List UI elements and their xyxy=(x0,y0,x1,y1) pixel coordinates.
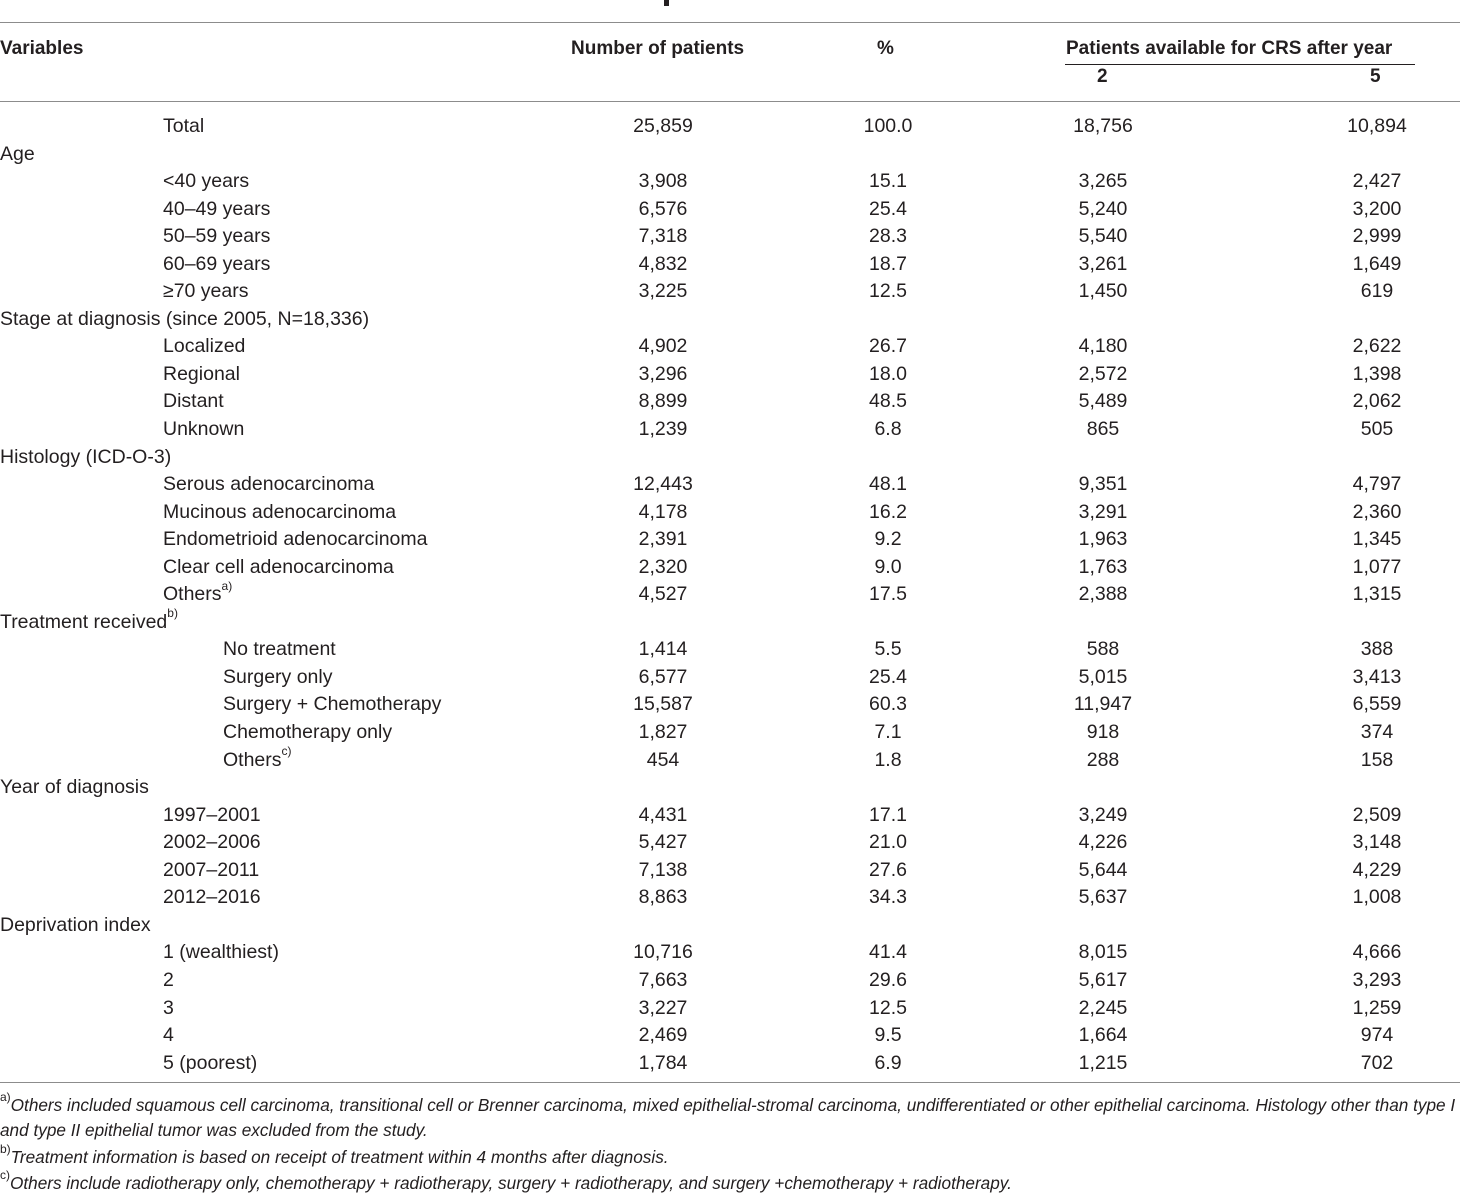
title-fragment xyxy=(664,0,669,6)
cell-crs-year-2: 18,756 xyxy=(1073,115,1133,137)
cell-crs-year-2: 9,351 xyxy=(1078,473,1128,496)
cell-percent: 18.7 xyxy=(869,252,907,275)
cell-percent: 28.3 xyxy=(869,225,907,248)
table-row xyxy=(0,333,1460,361)
table-row xyxy=(0,802,1460,830)
header-bottom-rule xyxy=(0,101,1460,102)
cell-number-of-patients: 2,469 xyxy=(638,1024,688,1047)
cell-number-of-patients: 7,318 xyxy=(638,225,688,248)
row-label: 5 (poorest) xyxy=(163,1051,258,1074)
cell-number-of-patients: 1,784 xyxy=(638,1051,688,1074)
row-label: Surgery only xyxy=(223,665,333,688)
table-bottom-rule xyxy=(0,1082,1460,1083)
table-row xyxy=(0,636,1460,664)
cell-percent: 41.4 xyxy=(869,941,907,964)
cell-crs-year-2: 3,291 xyxy=(1078,500,1128,523)
cell-number-of-patients: 4,527 xyxy=(638,583,688,606)
cell-crs-year-5: 1,649 xyxy=(1352,252,1402,275)
cell-percent: 12.5 xyxy=(869,280,907,303)
cell-crs-year-5: 4,666 xyxy=(1352,941,1402,964)
table-row xyxy=(0,857,1460,885)
table-row xyxy=(0,196,1460,224)
cell-percent: 17.1 xyxy=(869,803,907,826)
table-row xyxy=(0,664,1460,692)
table-row xyxy=(0,1050,1460,1078)
cell-percent: 15.1 xyxy=(869,170,907,193)
table-row xyxy=(0,113,1460,141)
cell-number-of-patients: 454 xyxy=(646,748,680,771)
table-row xyxy=(0,251,1460,279)
row-label-text: Others xyxy=(223,748,282,771)
row-label: 1997–2001 xyxy=(163,803,261,826)
cell-percent: 48.1 xyxy=(869,473,907,496)
row-label: Unknown xyxy=(163,418,245,441)
cell-percent: 6.8 xyxy=(874,418,902,441)
cell-crs-year-2: 1,963 xyxy=(1078,528,1128,551)
crs-group-underline xyxy=(1065,64,1415,65)
cell-crs-year-2: 1,450 xyxy=(1078,280,1128,303)
table-row xyxy=(0,719,1460,747)
cell-percent: 27.6 xyxy=(869,858,907,881)
cell-crs-year-2: 1,215 xyxy=(1078,1051,1128,1074)
header-year-5: 5 xyxy=(1370,66,1381,87)
cell-crs-year-2: 5,489 xyxy=(1078,390,1128,413)
cell-crs-year-5: 3,148 xyxy=(1352,831,1402,854)
cell-crs-year-5: 2,360 xyxy=(1352,500,1402,523)
section-label: Stage at diagnosis (since 2005, N=18,336) xyxy=(0,307,370,330)
cell-crs-year-5: 2,999 xyxy=(1352,225,1402,248)
cell-crs-year-5: 2,622 xyxy=(1352,335,1402,358)
footnote-ref-c: c) xyxy=(281,744,292,759)
section-label xyxy=(0,606,178,637)
footnote-b xyxy=(0,1142,1460,1170)
table-row xyxy=(0,168,1460,196)
cell-crs-year-2: 5,015 xyxy=(1078,665,1128,688)
cell-number-of-patients: 3,227 xyxy=(638,996,688,1019)
cell-number-of-patients: 4,431 xyxy=(638,803,688,826)
cell-crs-year-2: 588 xyxy=(1086,638,1120,661)
table-body xyxy=(0,113,1460,1077)
footnote-c xyxy=(0,1168,1460,1196)
cell-crs-year-2: 3,265 xyxy=(1078,170,1128,193)
row-label: Serous adenocarcinoma xyxy=(163,473,375,496)
cell-number-of-patients: 1,827 xyxy=(638,721,688,744)
cell-crs-year-5: 1,398 xyxy=(1352,362,1402,385)
cell-percent: 9.0 xyxy=(874,555,902,578)
cell-number-of-patients: 4,178 xyxy=(638,500,688,523)
row-label: 2002–2006 xyxy=(163,831,261,854)
header-number-of-patients: Number of patients xyxy=(571,38,745,59)
table-row xyxy=(0,416,1460,444)
row-label: Clear cell adenocarcinoma xyxy=(163,555,394,578)
cell-percent: 6.9 xyxy=(874,1051,902,1074)
footnote-b-mark: b) xyxy=(0,1142,11,1157)
row-label: <40 years xyxy=(163,170,250,193)
row-label xyxy=(223,744,292,775)
cell-number-of-patients: 15,587 xyxy=(633,693,693,716)
cell-crs-year-2: 5,644 xyxy=(1078,858,1128,881)
cell-crs-year-5: 2,062 xyxy=(1352,390,1402,413)
row-label: Total xyxy=(163,115,205,137)
cell-number-of-patients: 8,899 xyxy=(638,390,688,413)
cell-crs-year-2: 865 xyxy=(1086,418,1120,441)
cell-percent: 21.0 xyxy=(869,831,907,854)
cell-crs-year-5: 1,315 xyxy=(1352,583,1402,606)
cell-crs-year-2: 5,240 xyxy=(1078,197,1128,220)
table-row-section xyxy=(0,912,1460,940)
cell-number-of-patients: 5,427 xyxy=(638,831,688,854)
cell-crs-year-2: 5,637 xyxy=(1078,886,1128,909)
footnote-a-mark: a) xyxy=(0,1090,11,1105)
table-row xyxy=(0,223,1460,251)
cell-crs-year-2: 288 xyxy=(1086,748,1120,771)
row-label: 40–49 years xyxy=(163,197,271,220)
cell-percent: 26.7 xyxy=(869,335,907,358)
cell-number-of-patients: 2,320 xyxy=(638,555,688,578)
row-label: 3 xyxy=(163,996,174,1019)
cell-crs-year-5: 974 xyxy=(1360,1024,1394,1047)
header-variables: Variables xyxy=(0,38,84,59)
table-top-rule xyxy=(0,22,1460,23)
cell-percent: 1.8 xyxy=(874,748,902,771)
cell-percent: 25.4 xyxy=(869,197,907,220)
table-row-section xyxy=(0,774,1460,802)
table-row xyxy=(0,691,1460,719)
cell-number-of-patients: 2,391 xyxy=(638,528,688,551)
row-label: Chemotherapy only xyxy=(223,721,393,744)
cell-crs-year-5: 2,427 xyxy=(1352,170,1402,193)
cell-crs-year-5: 3,413 xyxy=(1352,665,1402,688)
header-percent: % xyxy=(877,38,894,59)
cell-number-of-patients: 1,239 xyxy=(638,418,688,441)
cell-crs-year-5: 10,894 xyxy=(1347,115,1407,137)
row-label: 60–69 years xyxy=(163,252,271,275)
cell-crs-year-2: 1,664 xyxy=(1078,1024,1128,1047)
cell-crs-year-5: 4,797 xyxy=(1352,473,1402,496)
cell-crs-year-2: 4,180 xyxy=(1078,335,1128,358)
row-label: Mucinous adenocarcinoma xyxy=(163,500,397,523)
row-label: 4 xyxy=(163,1024,174,1047)
cell-number-of-patients: 8,863 xyxy=(638,886,688,909)
header-year-2: 2 xyxy=(1097,66,1108,87)
cell-crs-year-5: 4,229 xyxy=(1352,858,1402,881)
cell-percent: 100.0 xyxy=(863,115,913,137)
table-row xyxy=(0,361,1460,389)
cell-crs-year-5: 1,345 xyxy=(1352,528,1402,551)
cell-number-of-patients: 25,859 xyxy=(633,115,693,137)
cell-crs-year-2: 2,245 xyxy=(1078,996,1128,1019)
cell-number-of-patients: 10,716 xyxy=(633,941,693,964)
table-row xyxy=(0,995,1460,1023)
cell-crs-year-2: 5,540 xyxy=(1078,225,1128,248)
row-label: 1 (wealthiest) xyxy=(163,941,279,964)
row-label: Regional xyxy=(163,362,240,385)
section-label-text: Treatment received xyxy=(0,610,168,633)
cell-crs-year-2: 2,572 xyxy=(1078,362,1128,385)
row-label: Distant xyxy=(163,390,224,413)
table-row-section xyxy=(0,444,1460,472)
footnote-b-text: Treatment information is based on receipt of treatment within 4 months after diagnosis. xyxy=(10,1147,669,1167)
cell-number-of-patients: 3,296 xyxy=(638,362,688,385)
row-label xyxy=(163,578,233,609)
row-label: ≥70 years xyxy=(163,280,249,303)
cell-percent: 7.1 xyxy=(874,721,902,744)
cell-crs-year-5: 2,509 xyxy=(1352,803,1402,826)
cell-number-of-patients: 12,443 xyxy=(633,473,693,496)
footnote-c-mark: c) xyxy=(0,1168,10,1183)
footnote-a-text: Others included squamous cell carcinoma, transitional cell or Brenner carcinoma, mixed epithelial-stromal carcinoma, undifferentiated or other epithelial carcinoma. Histology other than type I and type II epithelial tumor was excluded from the study. xyxy=(0,1095,1456,1140)
footnote-c-text: Others include radiotherapy only, chemotherapy + radiotherapy, surgery + radiotherapy, and surgery +chemotherapy + radiotherapy. xyxy=(10,1173,1012,1193)
row-label: Surgery + Chemotherapy xyxy=(223,693,442,716)
cell-percent: 12.5 xyxy=(869,996,907,1019)
table-row xyxy=(0,744,1460,775)
cell-percent: 18.0 xyxy=(869,362,907,385)
cell-crs-year-2: 3,261 xyxy=(1078,252,1128,275)
table-row xyxy=(0,388,1460,416)
cell-crs-year-5: 158 xyxy=(1360,748,1394,771)
row-label: 50–59 years xyxy=(163,225,271,248)
table-row xyxy=(0,526,1460,554)
cell-percent: 16.2 xyxy=(869,500,907,523)
cell-number-of-patients: 7,138 xyxy=(638,858,688,881)
cell-percent: 9.5 xyxy=(874,1024,902,1047)
row-label: Endometrioid adenocarcinoma xyxy=(163,528,428,551)
header-crs-group: Patients available for CRS after year xyxy=(1066,38,1393,59)
cell-crs-year-2: 5,617 xyxy=(1078,968,1128,991)
cell-crs-year-5: 1,259 xyxy=(1352,996,1402,1019)
cell-number-of-patients: 3,225 xyxy=(638,280,688,303)
table-row xyxy=(0,554,1460,582)
cell-percent: 5.5 xyxy=(874,638,902,661)
cell-percent: 25.4 xyxy=(869,665,907,688)
cell-percent: 48.5 xyxy=(869,390,907,413)
table-row-section xyxy=(0,606,1460,637)
cell-crs-year-5: 1,008 xyxy=(1352,886,1402,909)
cell-percent: 17.5 xyxy=(869,583,907,606)
section-label: Age xyxy=(0,142,35,165)
cell-number-of-patients: 6,577 xyxy=(638,665,688,688)
cell-crs-year-5: 505 xyxy=(1360,418,1394,441)
cell-crs-year-5: 3,293 xyxy=(1352,968,1402,991)
row-label: Localized xyxy=(163,335,246,358)
footnote-ref-a: a) xyxy=(221,578,233,593)
row-label: 2 xyxy=(163,968,174,991)
cell-percent: 29.6 xyxy=(869,968,907,991)
cell-number-of-patients: 6,576 xyxy=(638,197,688,220)
cell-crs-year-2: 918 xyxy=(1086,721,1120,744)
cell-crs-year-2: 11,947 xyxy=(1073,693,1133,716)
cell-crs-year-5: 619 xyxy=(1360,280,1394,303)
section-label: Deprivation index xyxy=(0,913,151,936)
footnote-ref-b: b) xyxy=(167,606,178,621)
table-row xyxy=(0,884,1460,912)
cell-crs-year-2: 1,763 xyxy=(1078,555,1128,578)
row-label: No treatment xyxy=(223,638,336,661)
cell-percent: 9.2 xyxy=(874,528,902,551)
row-label: 2007–2011 xyxy=(163,858,260,881)
cell-crs-year-5: 3,200 xyxy=(1352,197,1402,220)
cell-crs-year-5: 374 xyxy=(1360,721,1394,744)
cell-crs-year-2: 4,226 xyxy=(1078,831,1128,854)
table-row xyxy=(0,578,1460,609)
cell-crs-year-5: 702 xyxy=(1360,1051,1394,1074)
table-row xyxy=(0,471,1460,499)
cell-number-of-patients: 4,832 xyxy=(638,252,688,275)
table-row xyxy=(0,499,1460,527)
section-label: Year of diagnosis xyxy=(0,776,149,799)
footnote-a xyxy=(0,1090,1460,1143)
cell-number-of-patients: 4,902 xyxy=(638,335,688,358)
table-row xyxy=(0,939,1460,967)
cell-percent: 60.3 xyxy=(869,693,907,716)
row-label-text: Others xyxy=(163,583,222,606)
cell-crs-year-2: 8,015 xyxy=(1078,941,1128,964)
table-row-section xyxy=(0,141,1460,169)
table-row xyxy=(0,829,1460,857)
cell-crs-year-2: 3,249 xyxy=(1078,803,1128,826)
row-label: 2012–2016 xyxy=(163,886,261,909)
cell-percent: 34.3 xyxy=(869,886,907,909)
section-label: Histology (ICD-O-3) xyxy=(0,445,172,468)
table-row xyxy=(0,967,1460,995)
cell-crs-year-2: 2,388 xyxy=(1078,583,1128,606)
cell-number-of-patients: 7,663 xyxy=(638,968,688,991)
table-row-section xyxy=(0,306,1460,334)
cell-number-of-patients: 3,908 xyxy=(638,170,688,193)
cell-number-of-patients: 1,414 xyxy=(638,638,688,661)
table-row xyxy=(0,1022,1460,1050)
cell-crs-year-5: 388 xyxy=(1360,638,1394,661)
cell-crs-year-5: 6,559 xyxy=(1352,693,1402,716)
cell-crs-year-5: 1,077 xyxy=(1352,555,1402,578)
table-row xyxy=(0,278,1460,306)
